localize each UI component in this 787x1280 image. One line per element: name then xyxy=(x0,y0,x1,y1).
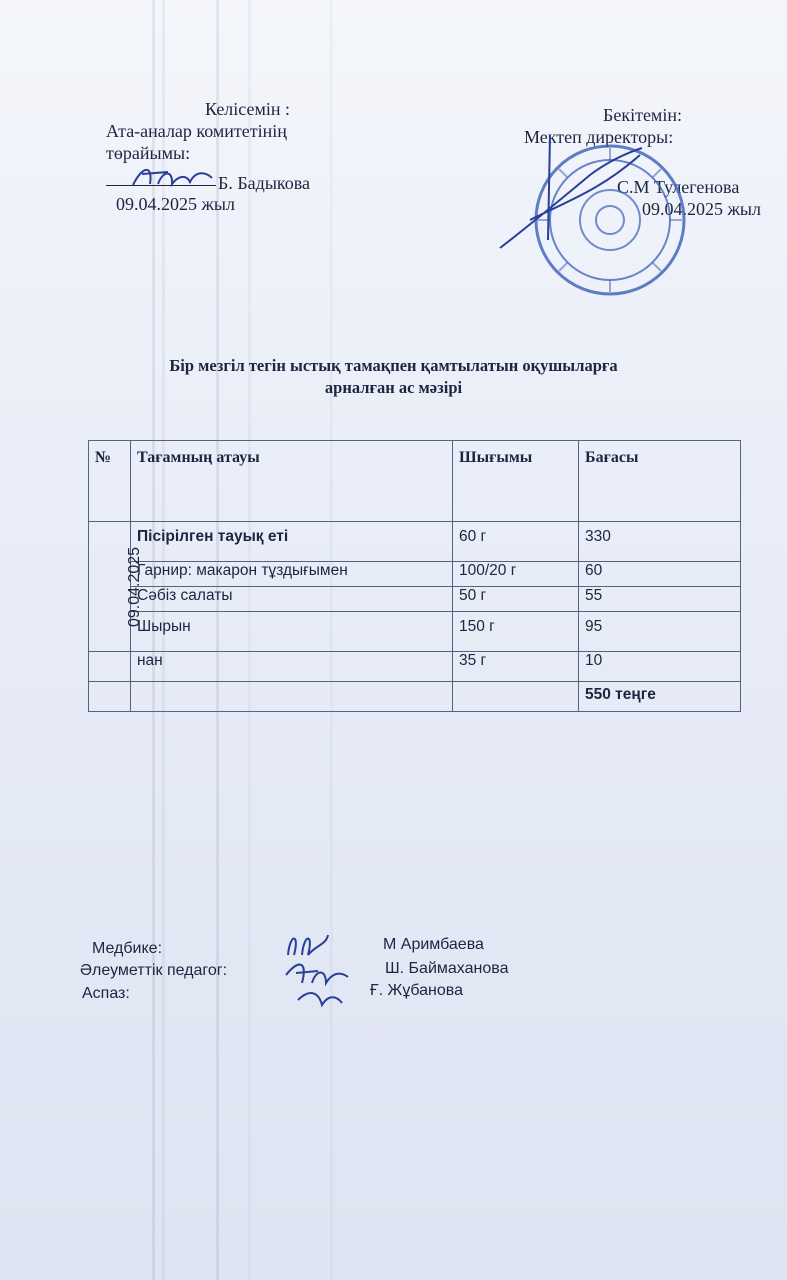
cook-label: Аспаз: xyxy=(82,985,130,1002)
dish-price: 60 xyxy=(579,562,741,587)
agree-date: 09.04.2025 жыл xyxy=(116,194,236,214)
approve-line1: Мектеп директоры: xyxy=(524,127,674,147)
approve-name: С.М Тулегенова xyxy=(617,177,740,197)
agree-name: Б. Бадыкова xyxy=(218,173,310,193)
total-price: 550 теңге xyxy=(579,682,741,712)
dish-name: нан xyxy=(131,652,453,682)
dish-yield: 150 г xyxy=(453,612,579,652)
table-header-row xyxy=(89,441,741,522)
dish-name: Гарнир: макарон тұздығымен xyxy=(131,562,453,587)
table-row xyxy=(89,652,741,682)
dish-yield: 60 г xyxy=(453,522,579,562)
empty-cell xyxy=(453,682,579,712)
empty-cell xyxy=(89,682,131,712)
agree-line1: Ата-аналар комитетінің xyxy=(106,121,287,141)
col-header-price: Бағасы xyxy=(579,441,741,522)
table-row xyxy=(89,522,741,562)
footer-signatures xyxy=(278,925,368,1015)
menu-title-line2: арналған ас мәзірі xyxy=(324,378,463,397)
nurse-label: Медбике: xyxy=(92,940,163,957)
menu-date: 09.04.2025 xyxy=(126,546,144,627)
col-header-yield: Шығымы xyxy=(453,441,579,522)
signature-tulegenova xyxy=(490,130,650,260)
col-header-number: № xyxy=(89,441,131,522)
cook-name: Ғ. Жұбанова xyxy=(370,982,463,999)
empty-cell xyxy=(131,682,453,712)
social-pedagogue-name: Ш. Баймаханова xyxy=(385,960,509,977)
table-row xyxy=(89,612,741,652)
col-header-dish: Тағамның атауы xyxy=(131,441,453,522)
menu-title-line1: Бір мезгіл тегін ыстық тамақпен қамтылатын оқушыларға xyxy=(169,356,618,375)
dish-price: 330 xyxy=(579,522,741,562)
total-row xyxy=(89,682,741,712)
approve-date: 09.04.2025 жыл xyxy=(642,199,762,219)
dish-name: Пісірілген тауық еті xyxy=(131,522,453,562)
dish-name: Сәбіз салаты xyxy=(131,587,453,612)
dish-price: 55 xyxy=(579,587,741,612)
dish-price: 10 xyxy=(579,652,741,682)
approve-title: Бекітемін: xyxy=(603,105,682,125)
empty-cell xyxy=(89,652,131,682)
nurse-name: М Аримбаева xyxy=(383,936,484,953)
table-row xyxy=(89,587,741,612)
agree-line2: төрайымы: xyxy=(106,143,191,163)
table-row xyxy=(89,562,741,587)
date-cell xyxy=(89,522,144,652)
dish-price: 95 xyxy=(579,612,741,652)
agree-title: Келісемін : xyxy=(205,99,291,119)
social-pedagogue-label: Әлеуметтік педагог: xyxy=(80,962,228,979)
menu-table xyxy=(88,440,741,712)
dish-name: Шырын xyxy=(131,612,453,652)
dish-yield: 35 г xyxy=(453,652,579,682)
dish-yield: 100/20 г xyxy=(453,562,579,587)
signature-badykova xyxy=(128,160,218,196)
dish-yield: 50 г xyxy=(453,587,579,612)
